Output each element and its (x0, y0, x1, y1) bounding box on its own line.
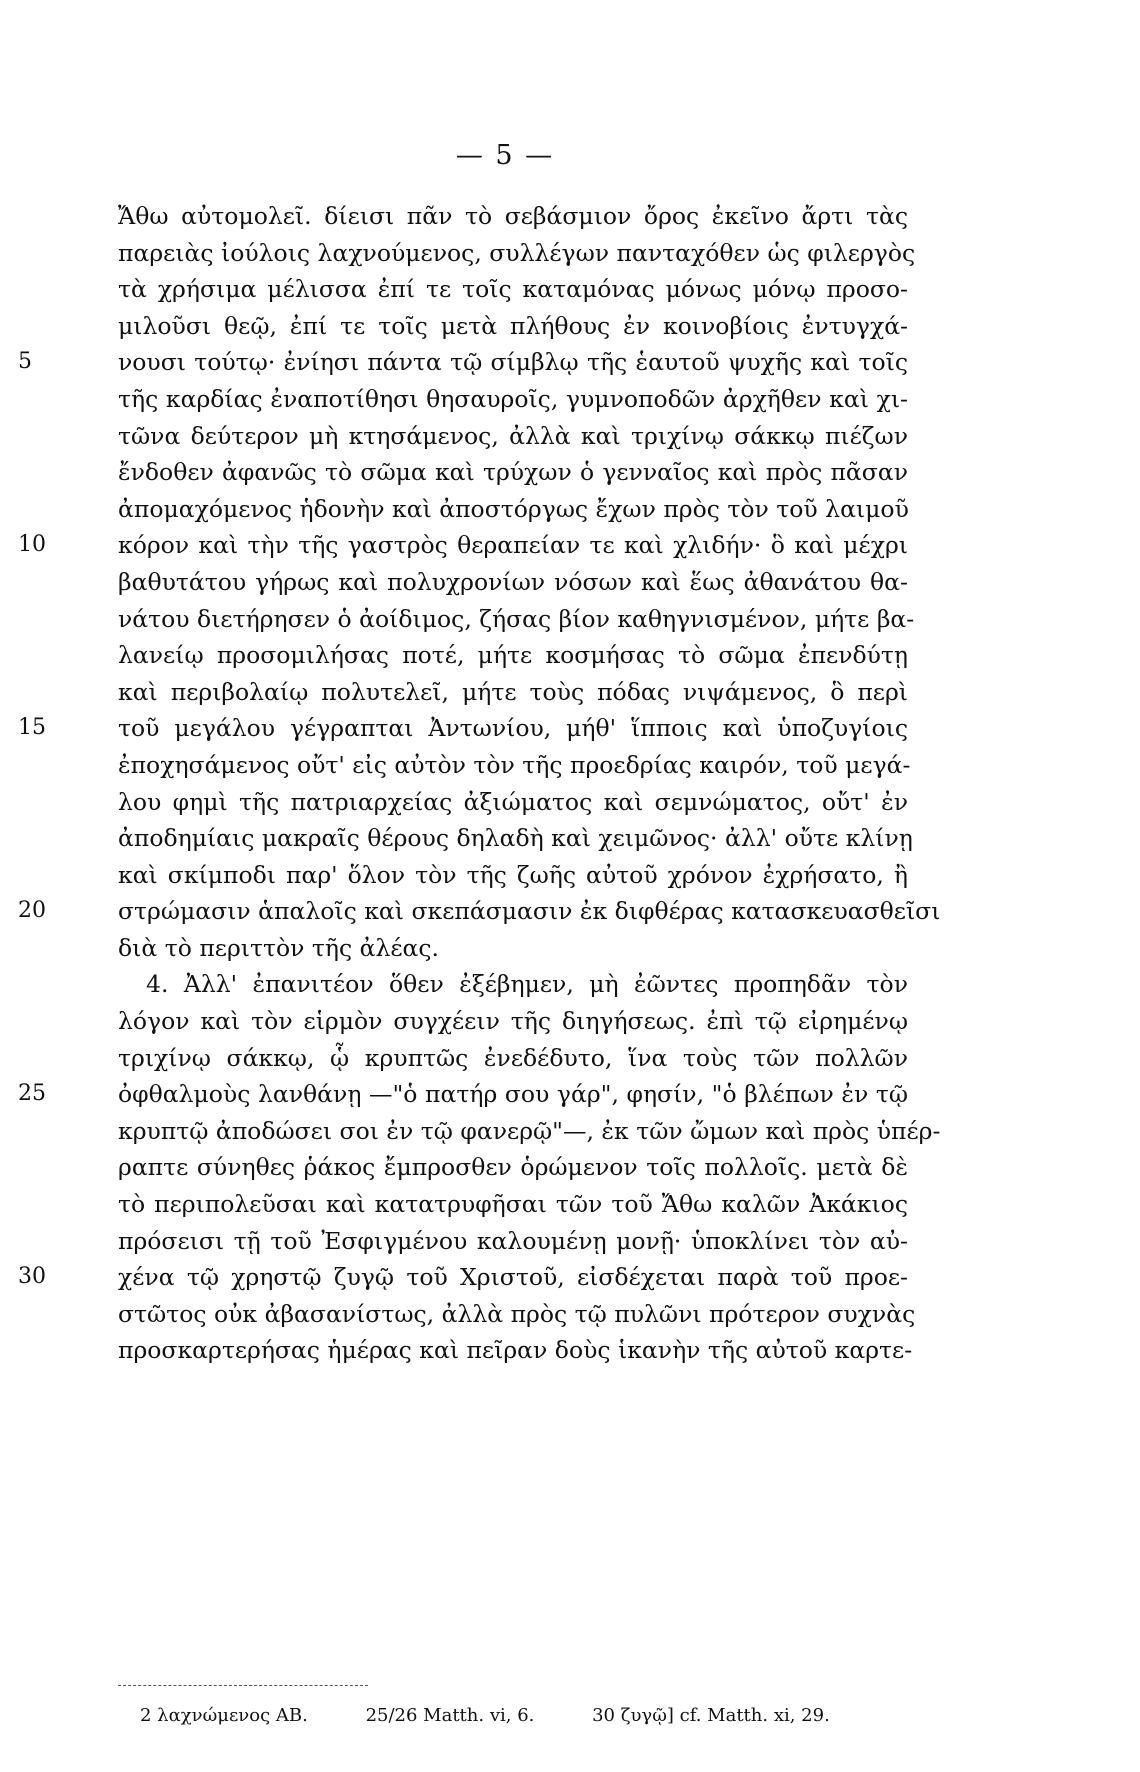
text-line (118, 601, 915, 638)
line-text: ἀπομαχόμενος ἡδονὴν καὶ ἀποστόργως ἔχων πρὸς τὸν τοῦ λαιμοῦ (118, 494, 909, 523)
line-text: ἔνδοθεν ἀφανῶς τὸ σῶμα καὶ τρύχων ὁ γενναῖος καὶ πρὸς πᾶσαν (118, 458, 908, 487)
line-text: στρώμασιν ἁπαλοῖς καὶ σκεπάσμασιν ἐκ διφθέρας κατασκευασθεῖσι (118, 897, 941, 926)
text-line (118, 1296, 916, 1333)
text-line (118, 1186, 908, 1223)
text-line (118, 308, 908, 345)
main-text (18, 198, 941, 1369)
footnotes (140, 1702, 940, 1730)
text-line (18, 344, 908, 381)
line-text: κόρον καὶ τὴν τῆς γαστρὸς θεραπείαν τε καὶ χλιδήν· ὃ καὶ μέχρι (118, 531, 908, 560)
line-text: παρειὰς ἰούλοις λαχνούμενος, συλλέγων πανταχόθεν ὡς φιλεργὸς (118, 238, 916, 267)
line-text: 4. Ἀλλ' ἐπανιτέον ὅθεν ἐξέβημεν, μὴ ἐῶντες προπηδᾶν τὸν (146, 970, 908, 999)
line-text: προσκαρτερήσας ἡμέρας καὶ πεῖραν δοὺς ἱκανὴν τῆς αὐτοῦ καρτε- (118, 1336, 913, 1365)
line-text: μιλοῦσι θεῷ, ἐπί τε τοῖς μετὰ πλήθους ἐν κοινοβίοις ἐντυγχά- (118, 311, 908, 340)
line-number: 25 (18, 1081, 46, 1107)
text-line (18, 527, 908, 564)
text-line (118, 747, 911, 784)
line-text: διὰ τὸ περιττὸν τῆς ἀλέας. (118, 933, 440, 962)
text-line (118, 418, 908, 455)
line-text: τριχίνῳ σάκκῳ, ᾧ κρυπτῶς ἐνεδέδυτο, ἵνα τοὺς τῶν πολλῶν (118, 1043, 908, 1072)
footnote: 30 ζυγῷ] cf. Matth. xi, 29. (592, 1705, 830, 1726)
line-text: Ἄθω αὐτομολεῖ. δίεισι πᾶν τὸ σεβάσμιον ὄρος ἐκεῖνο ἄρτι τὰς (118, 202, 908, 230)
footnote-rule (118, 1685, 368, 1686)
line-text: πρόσεισι τῇ τοῦ Ἐσφιγμένου καλουμένῃ μονῇ· ὑποκλίνει τὸν αὐ- (118, 1226, 908, 1255)
text-line (118, 637, 908, 674)
text-line (118, 381, 908, 418)
text-line (118, 564, 908, 601)
line-text: βαθυτάτου γήρως καὶ πολυχρονίων νόσων καὶ ἕως ἀθανάτου θα- (118, 567, 908, 596)
text-line (118, 1223, 908, 1260)
text-line (118, 271, 908, 308)
line-text: καὶ σκίμποδι παρ' ὅλον τὸν τῆς ζωῆς αὐτοῦ χρόνον ἐχρήσατο, ἢ (118, 860, 908, 889)
text-line (118, 674, 908, 711)
text-line (118, 1113, 941, 1150)
text-line (18, 893, 941, 930)
text-line (118, 1149, 908, 1186)
text-line (18, 1259, 908, 1296)
line-text: λου φημὶ τῆς πατριαρχείας ἀξιώματος καὶ σεμνώματος, οὔτ' ἐν (118, 787, 908, 816)
line-text: τὸ περιπολεῦσαι καὶ κατατρυφῆσαι τῶν τοῦ Ἄθω καλῶν Ἀκάκιος (118, 1190, 908, 1219)
line-text: καὶ περιβολαίῳ πολυτελεῖ, μήτε τοὺς πόδας νιψάμενος, ὃ περὶ (118, 677, 908, 706)
text-line (118, 454, 908, 491)
text-line (118, 820, 913, 857)
line-number: 10 (18, 532, 46, 558)
line-text: λόγον καὶ τὸν εἱρμὸν συγχέειν τῆς διηγήσεως. ἐπὶ τῷ εἰρημένῳ (118, 1007, 908, 1036)
line-text: ραπτε σύνηθες ῥάκος ἔμπροσθεν ὁρώμενον τοῖς πολλοῖς. μετὰ δὲ (118, 1153, 908, 1182)
line-text: στῶτος οὐκ ἀβασανίστως, ἀλλὰ πρὸς τῷ πυλῶνι πρότερον συχνὰς (118, 1299, 916, 1328)
text-line (118, 1040, 908, 1077)
text-line (118, 930, 908, 967)
line-text: ἀποδημίαις μακραῖς θέρους δηλαδὴ καὶ χειμῶνος· ἀλλ' οὔτε κλίνῃ (118, 824, 913, 853)
line-number: 15 (18, 715, 46, 741)
text-line (118, 1003, 908, 1040)
line-number: 20 (18, 898, 46, 924)
line-text: ἐποχησάμενος οὔτ' εἰς αὐτὸν τὸν τῆς προεδρίας καιρόν, τοῦ μεγά- (118, 750, 911, 779)
text-line (118, 784, 908, 821)
text-line (118, 857, 908, 894)
line-text: τὰ χρήσιμα μέλισσα ἐπί τε τοῖς καταμόνας μόνως μόνῳ προσο- (118, 275, 908, 304)
text-line (118, 491, 908, 528)
text-line (18, 710, 908, 747)
text-line (118, 1332, 913, 1369)
line-text: ὀφθαλμοὺς λανθάνῃ —"ὁ πατήρ σου γάρ", φησίν, "ὁ βλέπων ἐν τῷ (118, 1080, 908, 1109)
line-text: χένα τῷ χρηστῷ ζυγῷ τοῦ Χριστοῦ, εἰσδέχεται παρὰ τοῦ προε- (118, 1263, 908, 1292)
line-text: λανείῳ προσομιλήσας ποτέ, μήτε κοσμήσας τὸ σῶμα ἐπενδύτῃ (118, 641, 908, 670)
line-text: νουσι τούτῳ· ἐνίησι πάντα τῷ σίμβλῳ τῆς ἑαυτοῦ ψυχῆς καὶ τοῖς (118, 348, 908, 377)
line-number: 30 (18, 1264, 46, 1290)
text-line (118, 966, 908, 1003)
text-line (118, 235, 916, 272)
line-text: κρυπτῷ ἀποδώσει σοι ἐν τῷ φανερῷ"—, ἐκ τῶν ὤμων καὶ πρὸς ὑπέρ- (118, 1116, 941, 1145)
page-number: — 5 — (455, 140, 555, 171)
text-line (18, 1076, 908, 1113)
line-text: τῶνα δεύτερον μὴ κτησάμενος, ἀλλὰ καὶ τριχίνῳ σάκκῳ πιέζων (118, 421, 908, 450)
footnote: 25/26 Matth. vi, 6. (365, 1705, 535, 1726)
text-line (118, 198, 908, 235)
line-text: τοῦ μεγάλου γέγραπται Ἀντωνίου, μήθ' ἵπποις καὶ ὑποζυγίοις (118, 714, 908, 743)
footnote: 2 λαχνώμενος AB. (140, 1705, 308, 1726)
line-text: τῆς καρδίας ἐναποτίθησι θησαυροῖς, γυμνοποδῶν ἀρχῆθεν καὶ χι- (118, 384, 908, 413)
line-number: 5 (18, 349, 32, 375)
line-text: νάτου διετήρησεν ὁ ἀοίδιμος, ζήσας βίον καθηγνισμένον, μήτε βα- (118, 604, 915, 633)
